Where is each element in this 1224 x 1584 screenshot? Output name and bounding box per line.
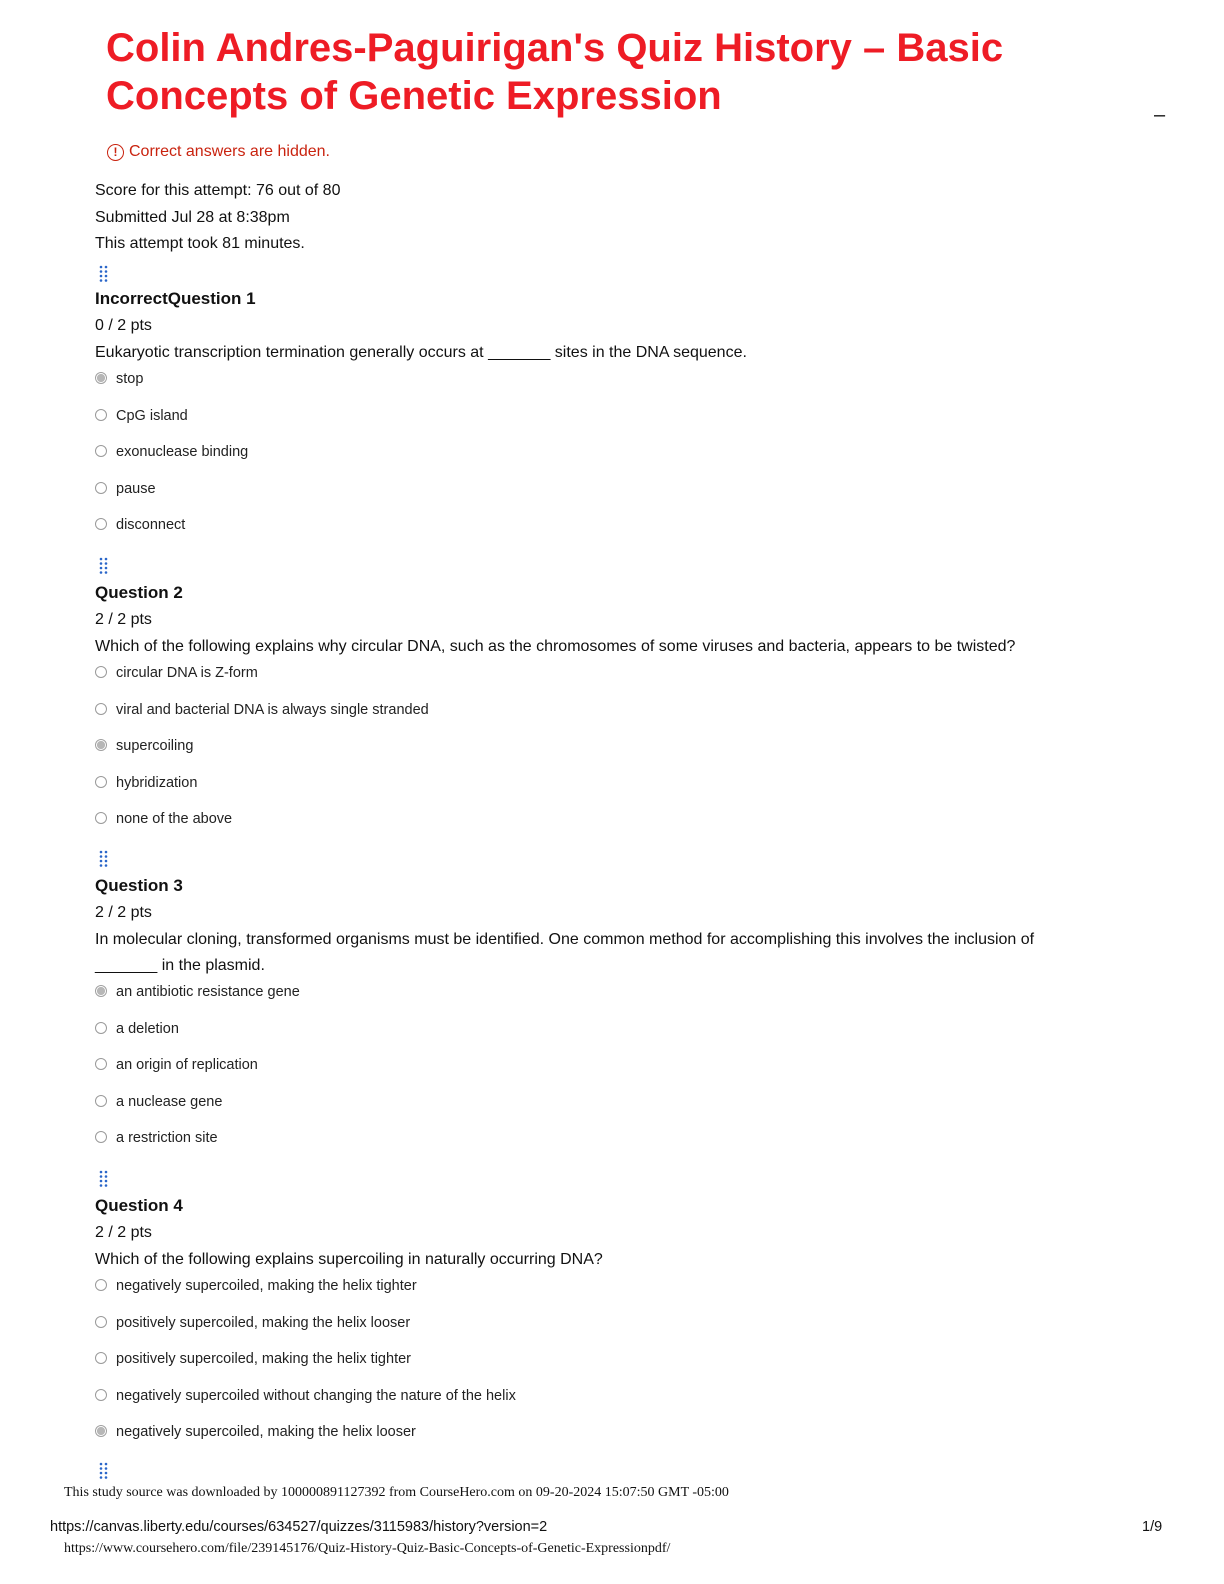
answer-option[interactable] [95,442,1165,479]
radio-button[interactable] [95,1022,107,1034]
radio-button[interactable] [95,985,107,997]
answer-option[interactable] [95,1055,1165,1092]
submitted-text: Submitted Jul 28 at 8:38pm [95,208,290,226]
radio-button[interactable] [95,1352,107,1364]
answer-option[interactable] [95,1019,1165,1056]
answer-option[interactable] [95,369,1165,406]
answer-label: viral and bacterial DNA is always single stranded [116,701,429,718]
question-text: Which of the following explains supercoiling in naturally occurring DNA? [95,1251,603,1268]
duration-text: This attempt took 81 minutes. [95,235,305,252]
radio-button[interactable] [95,1279,107,1291]
answer-option[interactable] [95,515,1165,552]
radio-button[interactable] [95,482,107,494]
answer-label: negatively supercoiled, making the helix looser [116,1424,416,1441]
radio-button[interactable] [95,703,107,715]
answer-option[interactable] [95,1349,1165,1386]
answer-list [95,369,1165,552]
radio-button[interactable] [95,518,107,530]
radio-button[interactable] [95,1316,107,1328]
question-points: 2 / 2 pts [95,1224,152,1241]
answer-label: positively supercoiled, making the helix tighter [116,1351,411,1368]
answer-label: hybridization [116,774,198,791]
drag-handle-icon[interactable] [98,1462,110,1480]
answer-label: an antibiotic resistance gene [116,984,300,1000]
answer-label: an origin of replication [116,1057,258,1074]
page-url-link[interactable]: https://canvas.liberty.edu/courses/634527/quizzes/3115983/history?version=2 [50,1519,548,1535]
hidden-answers-notice [107,141,330,163]
answer-option[interactable] [95,773,1165,810]
radio-button[interactable] [95,1095,107,1107]
attempt-summary [95,178,340,258]
answer-label: none of the above [116,811,233,828]
answer-label: negatively supercoiled, making the helix tighter [116,1278,417,1294]
answer-list [95,663,1165,846]
answer-list [95,1276,1165,1459]
answer-label: a deletion [116,1020,179,1037]
answer-option[interactable] [95,479,1165,516]
drag-handle-icon[interactable] [98,557,110,575]
drag-handle-icon[interactable] [98,1170,110,1188]
question-header: Question 3 [95,876,183,895]
answer-label: supercoiling [116,738,194,755]
notice-text: Correct answers are hidden. [129,143,330,160]
question-text: Eukaryotic transcription termination generally occurs at _______ sites in the DNA sequence. [95,344,747,361]
answer-option[interactable] [95,1276,1165,1313]
question-header: Question 4 [95,1196,183,1215]
radio-button[interactable] [95,812,107,824]
radio-button[interactable] [95,372,107,384]
answer-label: exonuclease binding [116,444,249,461]
download-source-note: This study source was downloaded by 100000891127392 from CourseHero.com on 09-20-2024 15:07:50 GMT -05:00 [64,1485,729,1500]
page-title: Colin Andres-Paguirigan's Quiz History – Basic Concepts of Genetic Expression [106,26,1004,118]
answer-label: pause [116,480,156,497]
radio-button[interactable] [95,1425,107,1437]
answer-label: circular DNA is Z-form [116,665,258,681]
answer-label: disconnect [116,517,186,534]
answer-option[interactable] [95,1128,1165,1165]
answer-option[interactable] [95,406,1165,443]
answer-option[interactable] [95,736,1165,773]
radio-button[interactable] [95,666,107,678]
radio-button[interactable] [95,1131,107,1143]
question-4 [95,1193,1165,1459]
answer-label: a nuclease gene [116,1093,223,1110]
question-points: 0 / 2 pts [95,317,152,334]
answer-option[interactable] [95,663,1165,700]
answer-list [95,982,1165,1165]
page-number: 1/9 [1142,1519,1163,1535]
radio-button[interactable] [95,739,107,751]
question-text: Which of the following explains why circular DNA, such as the chromosomes of some viruses and bacteria, appears to be twisted? [95,638,1016,655]
answer-option[interactable] [95,1092,1165,1129]
question-text: In molecular cloning, transformed organisms must be identified. One common method for accomplishing this involves the inclusion of _______ in the plasmid. [95,931,1035,974]
answer-label: positively supercoiled, making the helix looser [116,1314,411,1331]
radio-button[interactable] [95,445,107,457]
score-text: Score for this attempt: 76 out of 80 [95,182,341,199]
question-header: Question 2 [95,583,183,602]
answer-option[interactable] [95,1386,1165,1423]
answer-label: a restriction site [116,1130,218,1147]
question-header: IncorrectQuestion 1 [95,289,256,308]
answer-label: stop [116,371,144,387]
answer-option[interactable] [95,1313,1165,1350]
question-points: 2 / 2 pts [95,904,152,921]
answer-option[interactable] [95,809,1165,846]
radio-button[interactable] [95,776,107,788]
question-3 [95,873,1165,1165]
coursehero-url-link[interactable]: https://www.coursehero.com/file/239145176/Quiz-History-Quiz-Basic-Concepts-of-Genetic-Expressionpdf/ [64,1541,671,1556]
question-points: 2 / 2 pts [95,611,152,628]
answer-label: negatively supercoiled without changing the nature of the helix [116,1387,516,1404]
radio-button[interactable] [95,409,107,421]
radio-button[interactable] [95,1389,107,1401]
question-1 [95,286,1165,552]
question-2 [95,580,1165,846]
alert-circle-icon: ! [107,144,124,161]
radio-button[interactable] [95,1058,107,1070]
answer-option[interactable] [95,700,1165,737]
answer-label: CpG island [116,407,188,424]
drag-handle-icon[interactable] [98,850,110,868]
minimize-button[interactable]: – [1154,104,1166,126]
drag-handle-icon[interactable] [98,265,110,283]
answer-option[interactable] [95,1422,1165,1459]
answer-option[interactable] [95,982,1165,1019]
